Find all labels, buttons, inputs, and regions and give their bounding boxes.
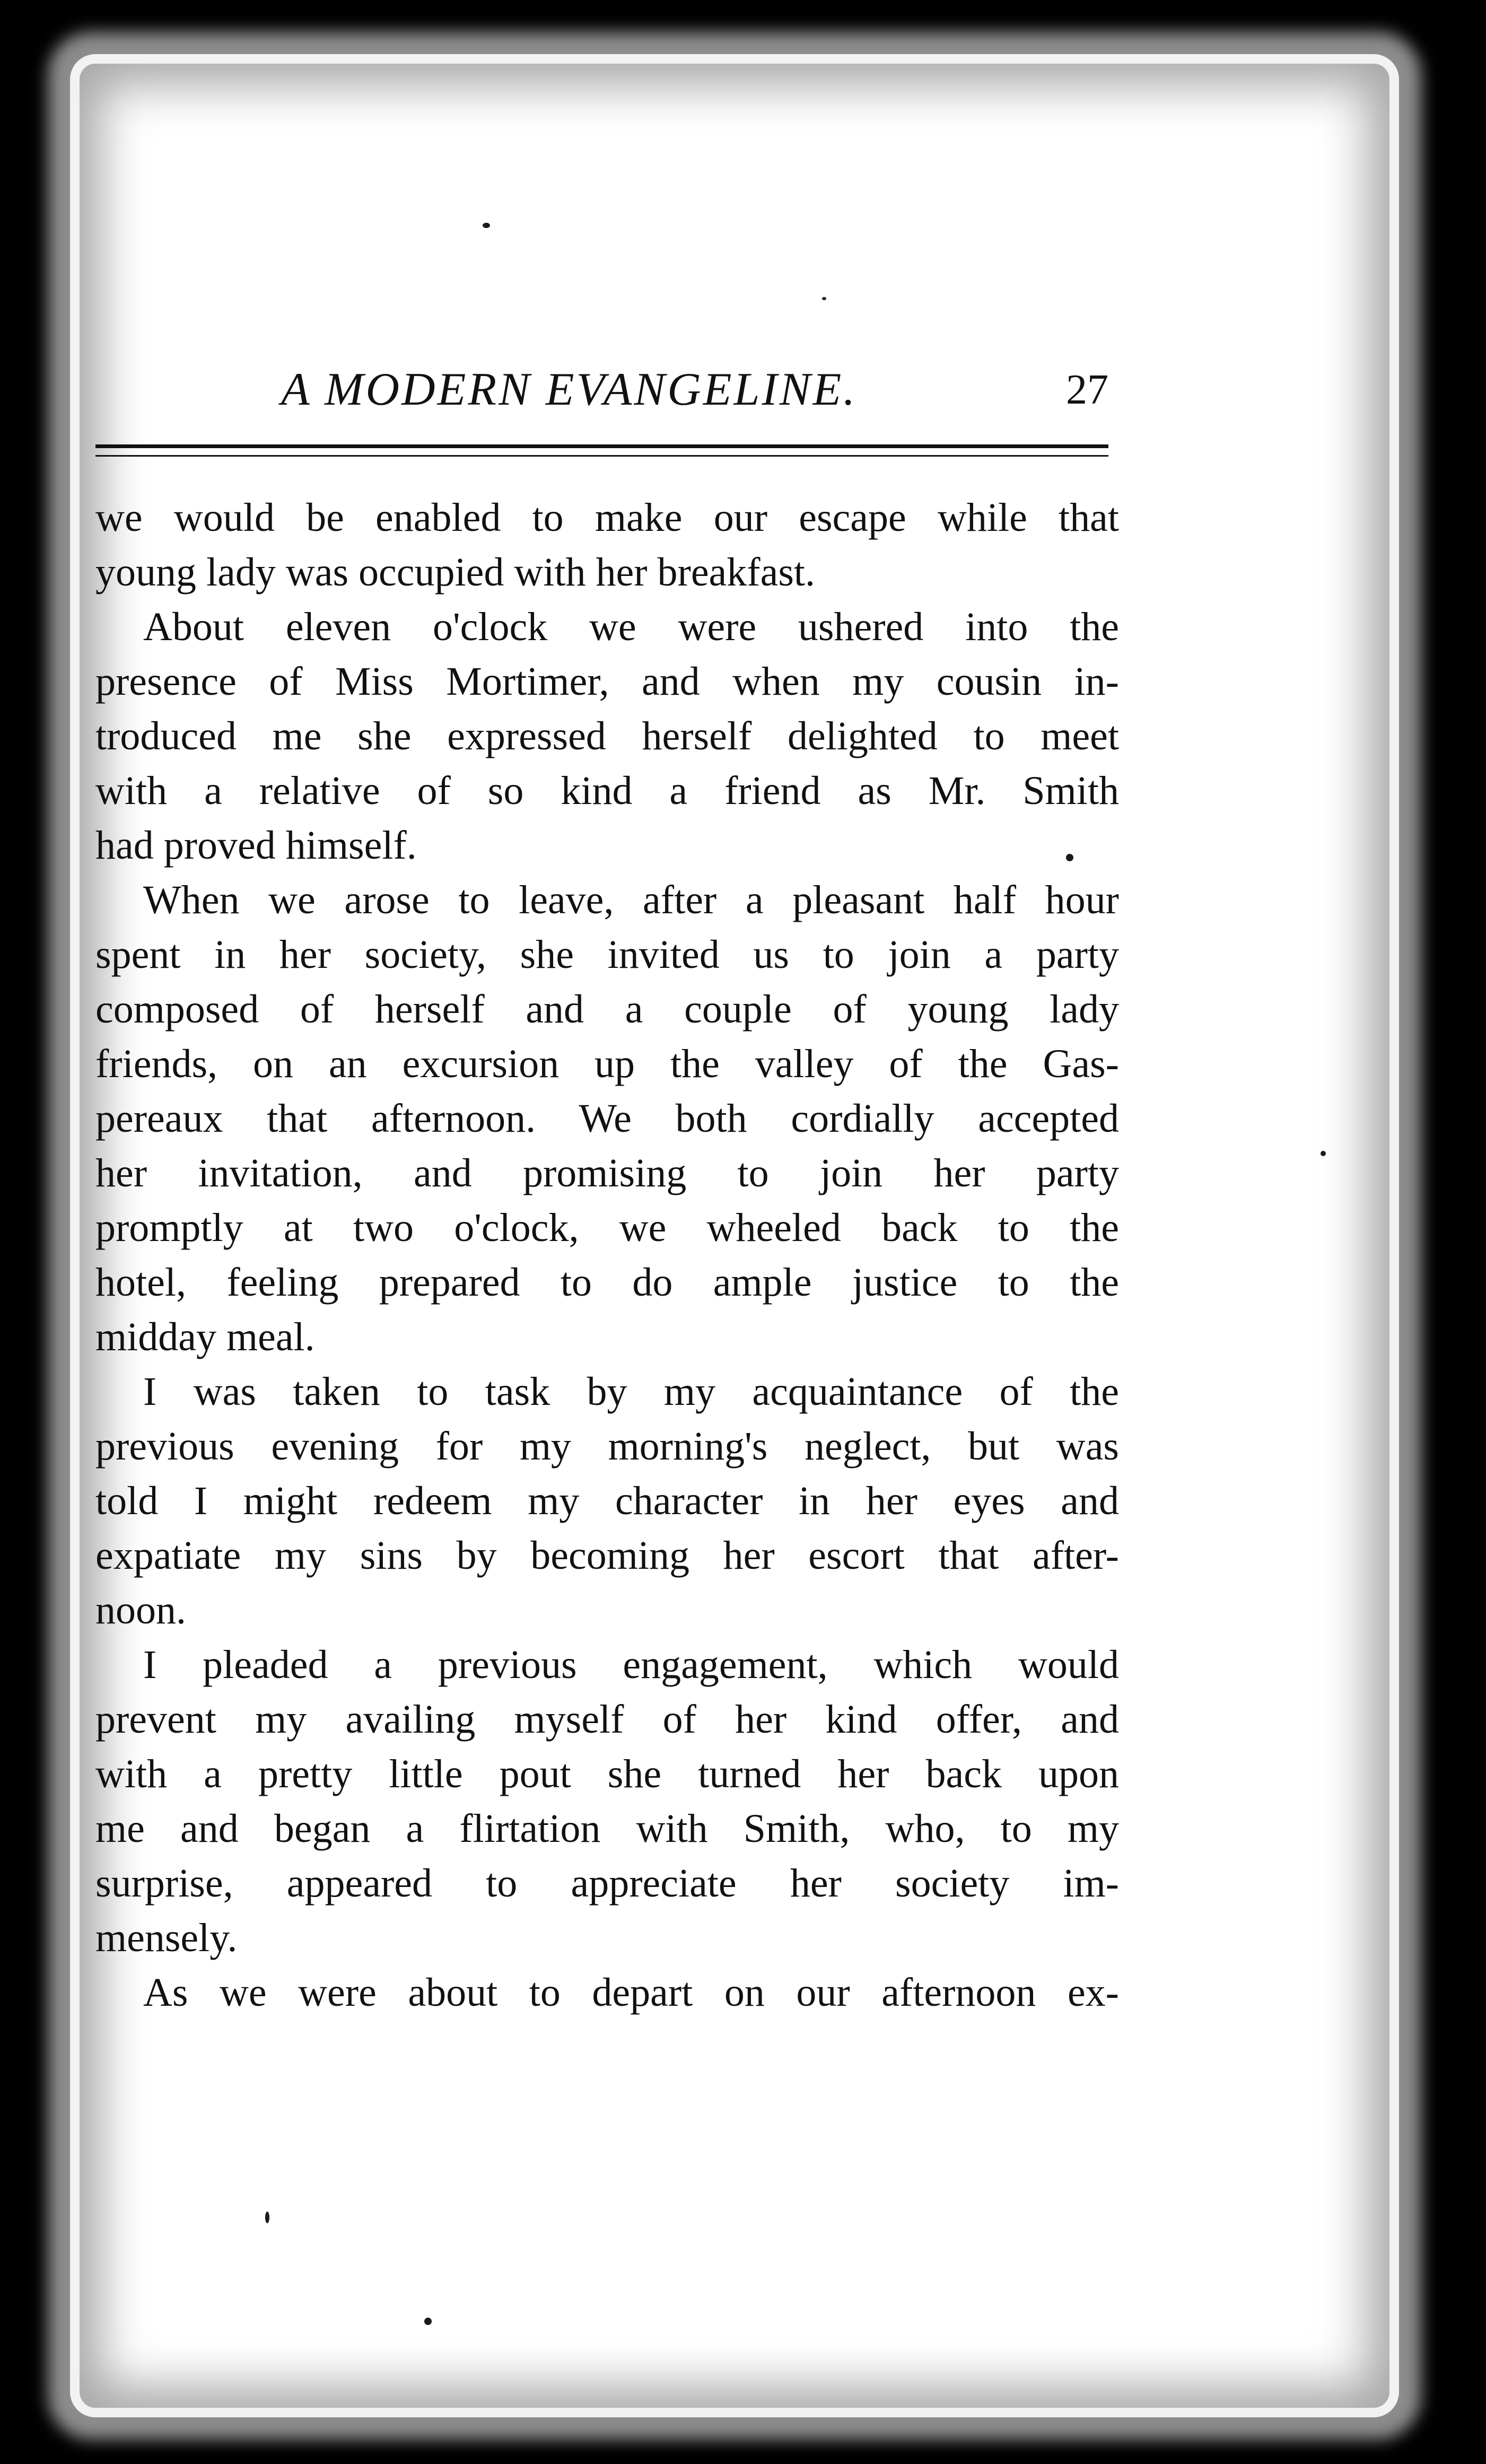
text-line: pereaux that afternoon. We both cordially accepted	[95, 1096, 1119, 1141]
paragraph	[95, 873, 1119, 1365]
ink-speck	[265, 2212, 269, 2223]
text-line: When we arose to leave, after a pleasant half hour	[143, 878, 1119, 922]
paragraph	[95, 1365, 1119, 1638]
text-line: hotel, feeling prepared to do ample justice to the	[95, 1260, 1119, 1305]
paragraph	[95, 1965, 1119, 2020]
text-line: mensely.	[95, 1916, 238, 1960]
text-line: As we were about to depart on our afternoon ex-	[143, 1970, 1119, 2015]
paragraph	[95, 1638, 1119, 1965]
text-line: spent in her society, she invited us to join a party	[95, 932, 1119, 977]
page-number: 27	[1066, 366, 1108, 413]
text-line: promptly at two o'clock, we wheeled back to the	[95, 1205, 1119, 1250]
ink-speck	[1321, 1151, 1326, 1156]
text-line: her invitation, and promising to join her party	[95, 1151, 1119, 1195]
text-line: young lady was occupied with her breakfast.	[95, 550, 816, 595]
text-line: troduced me she expressed herself delighted to meet	[95, 714, 1119, 758]
header-rule	[95, 444, 1108, 448]
text-line: previous evening for my morning's neglect, but was	[95, 1424, 1119, 1469]
text-line: with a relative of so kind a friend as Mr. Smith	[95, 768, 1119, 813]
ink-speck	[424, 2318, 432, 2325]
text-line: surprise, appeared to appreciate her society im-	[95, 1861, 1119, 1906]
text-line: noon.	[95, 1588, 186, 1632]
text-line: we would be enabled to make our escape while that	[95, 495, 1119, 540]
running-title: A MODERN EVANGELINE.	[281, 364, 858, 415]
ink-speck	[822, 297, 826, 300]
text-line: midday meal.	[95, 1315, 315, 1359]
text-line: I pleaded a previous engagement, which would	[143, 1642, 1119, 1687]
text-line: About eleven o'clock we were ushered into the	[143, 605, 1119, 649]
text-line: me and began a flirtation with Smith, who, to my	[95, 1806, 1119, 1851]
text-line: presence of Miss Mortimer, and when my cousin in-	[95, 659, 1119, 704]
text-line: friends, on an excursion up the valley of the Gas-	[95, 1042, 1119, 1086]
body-text	[95, 491, 1119, 2020]
text-line: had proved himself.	[95, 823, 417, 868]
text-line: with a pretty little pout she turned her back upon	[95, 1752, 1119, 1796]
text-line: prevent my availing myself of her kind offer, and	[95, 1697, 1119, 1742]
header-rule-thin	[95, 455, 1108, 457]
paragraph	[95, 600, 1119, 873]
paragraph	[95, 491, 1119, 600]
text-line: told I might redeem my character in her eyes and	[95, 1479, 1119, 1523]
text-line: expatiate my sins by becoming her escort that after-	[95, 1533, 1119, 1578]
ink-speck	[483, 223, 490, 228]
text-line: I was taken to task by my acquaintance of the	[143, 1369, 1119, 1414]
text-line: composed of herself and a couple of young lady	[95, 987, 1119, 1032]
running-header	[95, 361, 1108, 419]
